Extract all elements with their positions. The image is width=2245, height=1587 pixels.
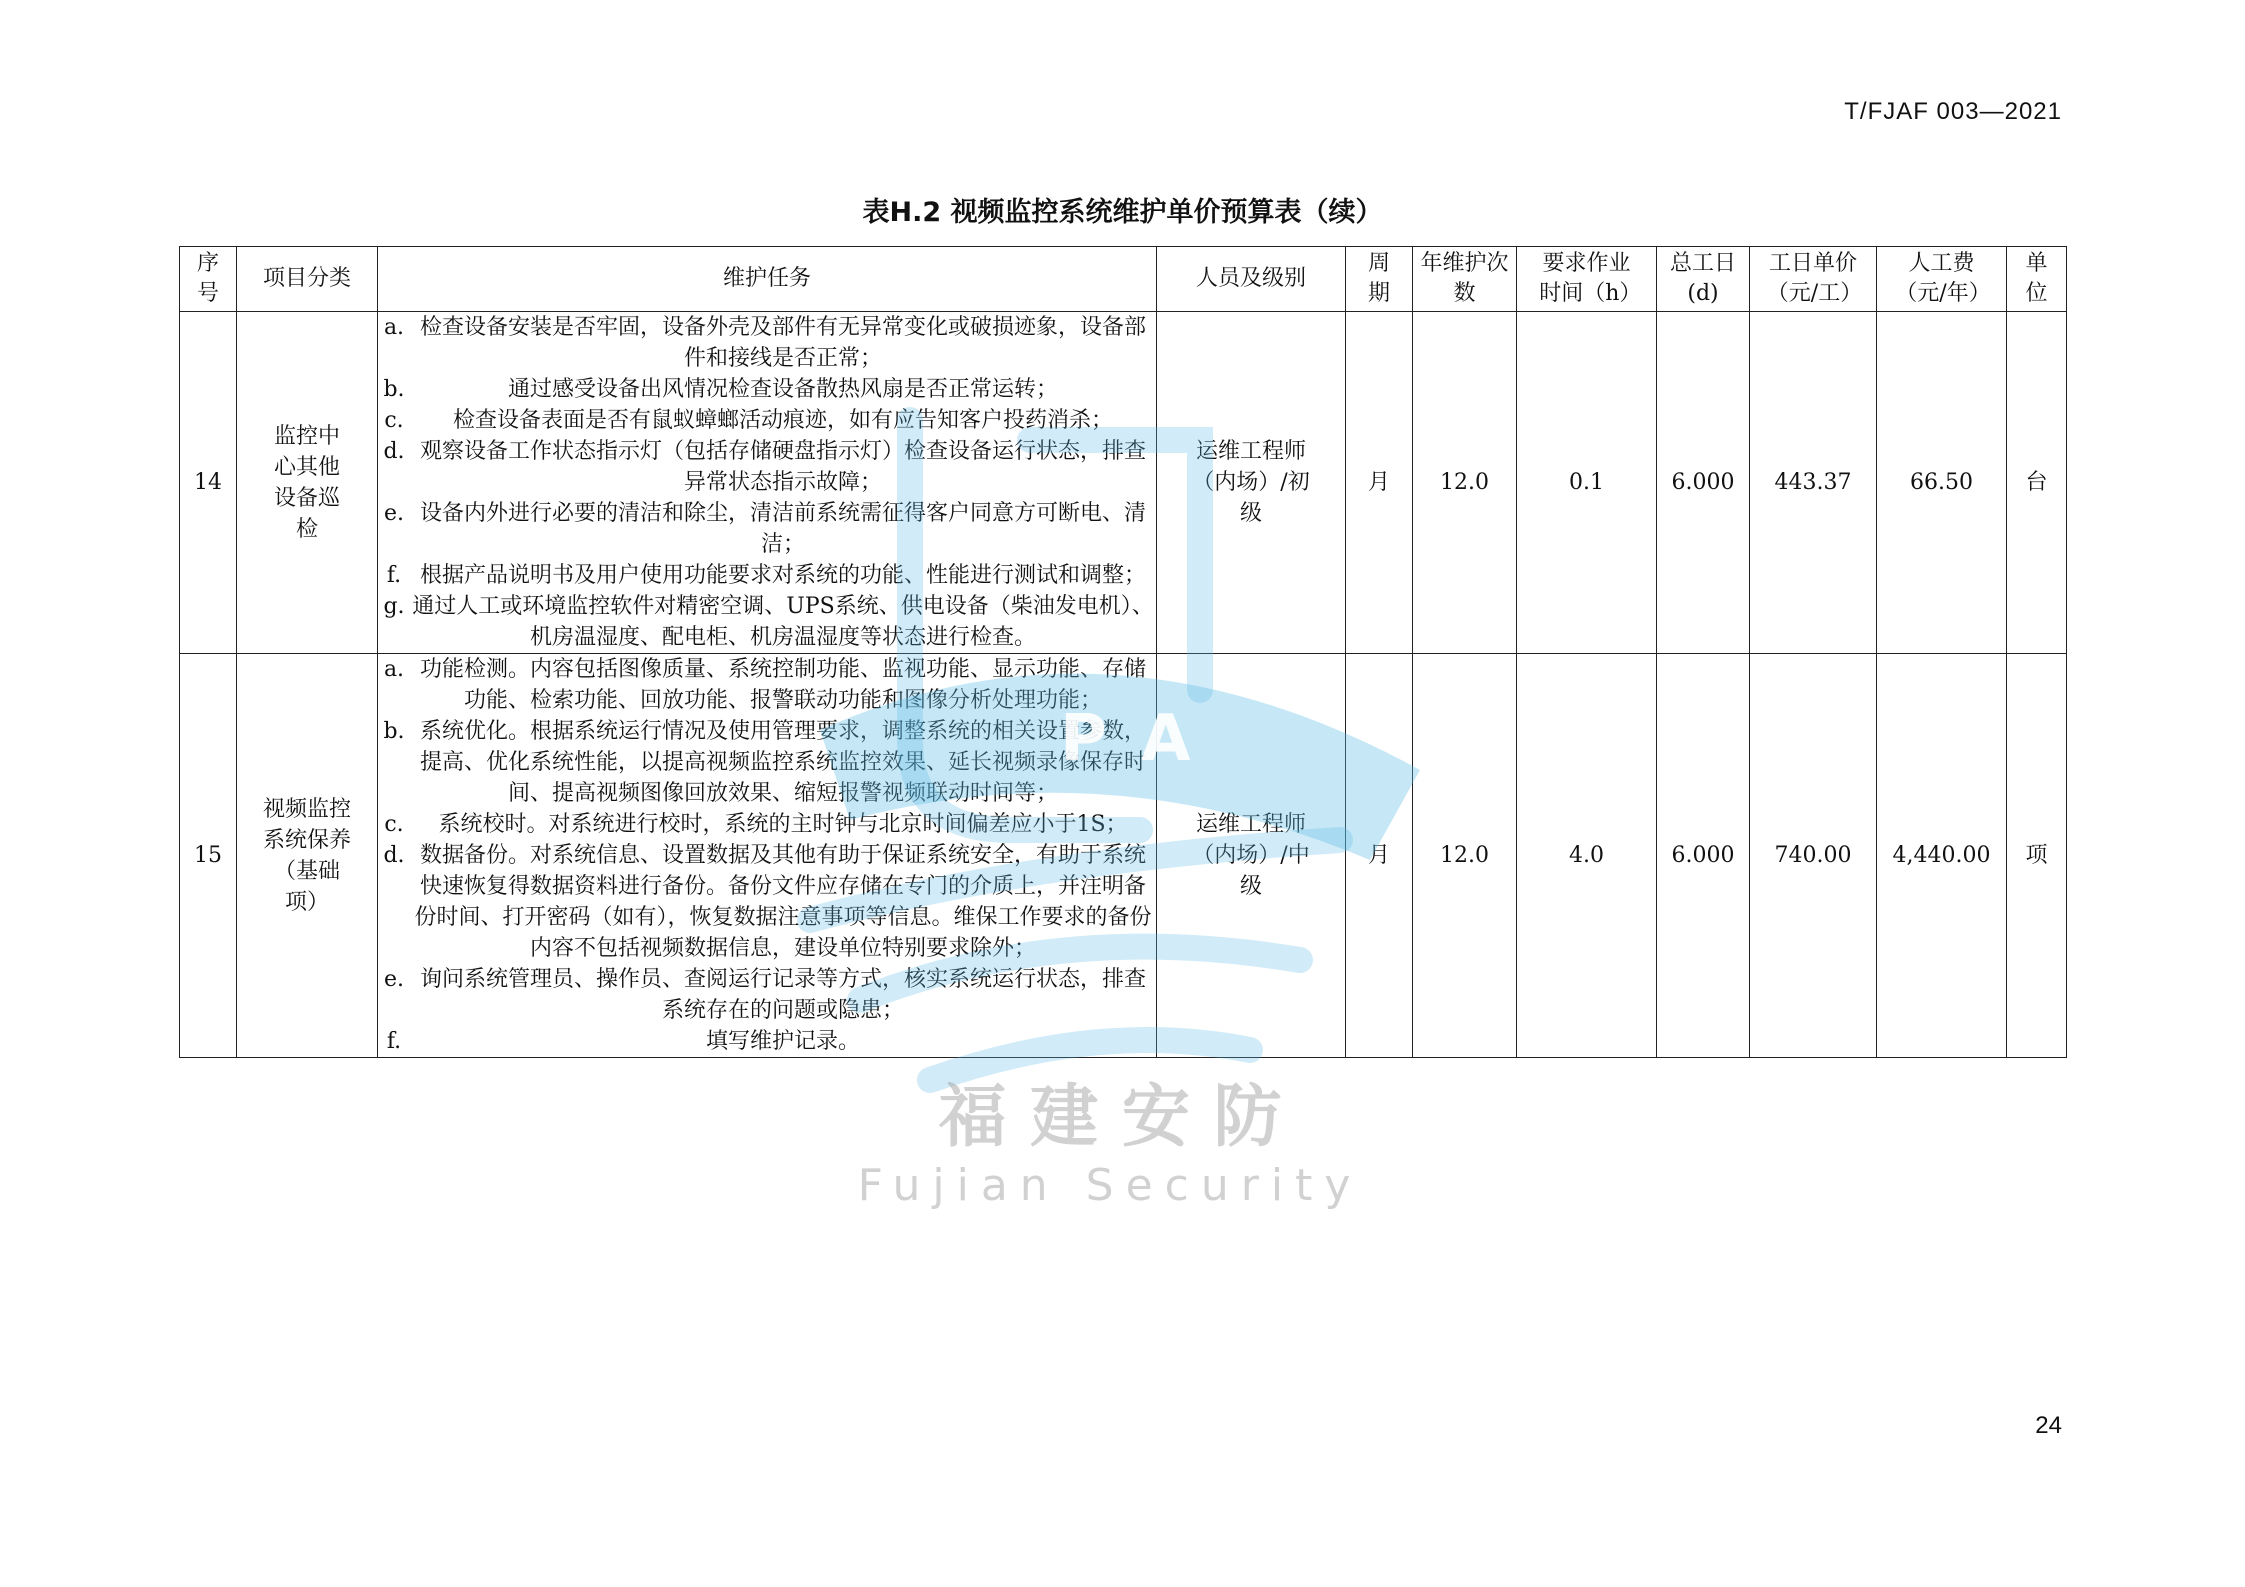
task-item bbox=[378, 436, 1156, 498]
cell-labor-cost: 66.50 bbox=[1877, 312, 2007, 654]
cell-category: 监控中心其他设备巡检 bbox=[237, 312, 378, 654]
task-letter: e. bbox=[383, 501, 404, 526]
header-tasks: 维护任务 bbox=[378, 247, 1157, 312]
cell-staff-level: 运维工程师（内场）/初级 bbox=[1157, 312, 1346, 654]
watermark-title-en: Fujian Security bbox=[857, 1160, 1363, 1211]
header-unit: 单位 bbox=[2007, 247, 2067, 312]
header-labor-cost: 人工费（元/年） bbox=[1877, 247, 2007, 312]
cell-unit: 台 bbox=[2007, 312, 2067, 654]
task-letter: e. bbox=[383, 967, 404, 992]
task-text: 设备内外进行必要的清洁和除尘，清洁前系统需征得客户同意方可断电、清洁； bbox=[419, 501, 1146, 557]
task-item bbox=[378, 312, 1156, 374]
task-item bbox=[378, 654, 1156, 716]
document-code: T/FJAF 003—2021 bbox=[1844, 98, 2062, 125]
watermark-title-cn: 福 建 安 防 bbox=[938, 1077, 1282, 1157]
cell-tasks bbox=[378, 312, 1157, 654]
task-letter: d. bbox=[383, 843, 405, 868]
task-text: 观察设备工作状态指示灯（包括存储硬盘指示灯）检查设备运行状态，排查异常状态指示故障； bbox=[419, 439, 1146, 495]
task-item bbox=[378, 809, 1156, 840]
task-text: 检查设备安装是否牢固，设备外壳及部件有无异常变化或破损迹象，设备部件和接线是否正常； bbox=[419, 315, 1146, 371]
cell-period: 月 bbox=[1346, 312, 1413, 654]
task-text: 询问系统管理员、操作员、查阅运行记录等方式，核实系统运行状态，排查系统存在的问题或隐患； bbox=[419, 967, 1146, 1023]
header-category: 项目分类 bbox=[237, 247, 378, 312]
cell-category: 视频监控系统保养（基础项） bbox=[237, 654, 378, 1058]
header-times-per-year: 年维护次数 bbox=[1413, 247, 1517, 312]
cell-no: 15 bbox=[180, 654, 237, 1058]
task-text: 数据备份。对系统信息、设置数据及其他有助于保证系统安全，有助于系统快速恢复得数据资料进行备份。备份文件应存储在专门的介质上，并注明备份时间、打开密码（如有），恢复数据注意事项等信息。维保工作要求的备份内容不包括视频数据信息，建设单位特别要求除外； bbox=[414, 843, 1152, 961]
header-total-days: 总工日(d) bbox=[1657, 247, 1750, 312]
task-item bbox=[378, 716, 1156, 809]
table-caption: 表H.2 视频监控系统维护单价预算表（续） bbox=[862, 197, 1383, 228]
task-text: 通过人工或环境监控软件对精密空调、UPS系统、供电设备（柴油发电机）、机房温湿度、配电柜、机房温湿度等状态进行检查。 bbox=[412, 594, 1154, 650]
page-number: 24 bbox=[2035, 1412, 2062, 1439]
task-letter: c. bbox=[384, 812, 404, 837]
task-item bbox=[378, 591, 1156, 653]
header-no: 序号 bbox=[180, 247, 237, 312]
cell-total-days: 6.000 bbox=[1657, 654, 1750, 1058]
cell-required-hours: 0.1 bbox=[1517, 312, 1657, 654]
header-day-price: 工日单价（元/工） bbox=[1750, 247, 1877, 312]
task-text: 系统校时。对系统进行校时，系统的主时钟与北京时间偏差应小于1S； bbox=[438, 812, 1128, 837]
cell-no: 14 bbox=[180, 312, 237, 654]
cell-times-per-year: 12.0 bbox=[1413, 312, 1517, 654]
cell-day-price: 740.00 bbox=[1750, 654, 1877, 1058]
cell-day-price: 443.37 bbox=[1750, 312, 1877, 654]
task-text: 根据产品说明书及用户使用功能要求对系统的功能、性能进行测试和调整； bbox=[419, 563, 1146, 588]
table-header-row bbox=[180, 247, 2067, 312]
task-text: 填写维护记录。 bbox=[705, 1029, 860, 1054]
task-text: 检查设备表面是否有鼠蚁蟑螂活动痕迹，如有应告知客户投药消杀； bbox=[452, 408, 1113, 433]
cell-required-hours: 4.0 bbox=[1517, 654, 1657, 1058]
task-item bbox=[378, 498, 1156, 560]
task-letter: d. bbox=[383, 439, 405, 464]
cell-period: 月 bbox=[1346, 654, 1413, 1058]
table-row bbox=[180, 654, 2067, 1058]
cell-tasks bbox=[378, 654, 1157, 1058]
task-letter: f. bbox=[386, 1029, 402, 1054]
task-letter: a. bbox=[383, 315, 405, 340]
task-item bbox=[378, 374, 1156, 405]
task-text: 系统优化。根据系统运行情况及使用管理要求，调整系统的相关设置参数，提高、优化系统性能，以提高视频监控系统监控效果、延长视频录像保存时间、提高视频图像回放效果、缩短报警视频联动时间等； bbox=[419, 719, 1146, 806]
task-item bbox=[378, 560, 1156, 591]
task-item bbox=[378, 964, 1156, 1026]
cell-times-per-year: 12.0 bbox=[1413, 654, 1517, 1058]
task-item bbox=[378, 1026, 1156, 1057]
maintenance-budget-table bbox=[179, 246, 2067, 1058]
task-item bbox=[378, 840, 1156, 964]
task-text: 通过感受设备出风情况检查设备散热风扇是否正常运转； bbox=[507, 377, 1058, 402]
header-period: 周期 bbox=[1346, 247, 1413, 312]
task-letter: c. bbox=[384, 408, 404, 433]
header-staff-level: 人员及级别 bbox=[1157, 247, 1346, 312]
header-required-hours: 要求作业时间（h） bbox=[1517, 247, 1657, 312]
watermark-letters: PA bbox=[1060, 702, 1231, 776]
task-item bbox=[378, 405, 1156, 436]
cell-total-days: 6.000 bbox=[1657, 312, 1750, 654]
table-row bbox=[180, 312, 2067, 654]
task-letter: a. bbox=[383, 657, 405, 682]
cell-staff-level: 运维工程师（内场）/中级 bbox=[1157, 654, 1346, 1058]
task-text: 功能检测。内容包括图像质量、系统控制功能、监视功能、显示功能、存储功能、检索功能、回放功能、报警联动功能和图像分析处理功能； bbox=[419, 657, 1146, 713]
task-letter: b. bbox=[383, 377, 405, 402]
task-letter: b. bbox=[383, 719, 405, 744]
cell-labor-cost: 4,440.00 bbox=[1877, 654, 2007, 1058]
task-letter: f. bbox=[386, 563, 402, 588]
task-letter: g. bbox=[383, 594, 405, 619]
cell-unit: 项 bbox=[2007, 654, 2067, 1058]
